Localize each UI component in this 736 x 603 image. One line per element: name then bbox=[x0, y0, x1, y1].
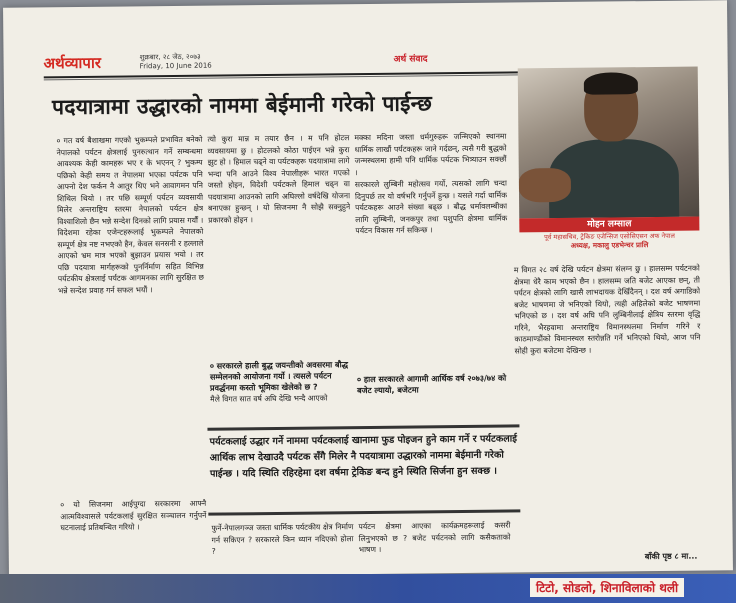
article-column-1-bottom: ० यो सिजनमा आईपुग्दा सरकारमा आफ्नै आत्मविश्वासले पर्यटकलाई सुरक्षित सञ्चालन गर्नुपर्ने घटनालाई प्रतिबन्धित गरियो । bbox=[60, 498, 207, 533]
interviewee-title-secondary: अध्यक्ष, मकालु एडभेन्चर प्रालि bbox=[570, 241, 649, 250]
continued-note: बाँकी पृष्ठ ८ मा... bbox=[644, 551, 698, 562]
section-title: अर्थ संवाद bbox=[393, 54, 428, 65]
date-nepali: शुक्रबार, २८ जेठ, २०७३ bbox=[139, 52, 201, 62]
article-column-2: त्यो कुरा मान्न म तयार छैन । म पनि होटल व्यवसायमा छु । होटलको कोठा पाईएन भन्ने कुरा झुट हो । हिमाल चढ्ने वा पर्यटकहरू पदयात्रामा लागे भन्दा पनि आउने विश्व नेपालीहरू भारत गएको जस्तो होइन, विदेशी पर्यटकले हिमाल चढ्न वा पदयात्रामा आउनको लागि अघिल्लो वर्षदेखि योजना बनाएका हुन्छन् । यो सिजनमा नै सोझै सक्नुहुने प्रकारको होइन । bbox=[207, 133, 351, 225]
pull-quote: पर्यटकलाई उद्धार गर्ने नाममा पर्यटकलाई खानामा फुड पोइजन हुने काम गर्ने र पर्यटकलाई आर्थिक लाभ देखाउदै पर्यटक सँगै मिलेर नै पदयात्रामा उद्धारको नाममा बेईमानी गरेको पाईन्छ । यदि स्थिति रहिरहेमा दश वर्षमा ट्रेकिङ बन्द हुने स्थिति सिर्जना हुन सक्छ । bbox=[207, 424, 520, 515]
article-column-2-bottom: फुर्ने-नेपालगञ्ज जस्ता धार्मिक पर्यटकीय क्षेत्र निर्माण गर्न सकिएन ? सरकारले किन ध्यान नदिएको होला ? bbox=[211, 522, 354, 556]
article-column-1: ० गत वर्ष बैशाखमा गएको भुकम्पले प्रभावित बनेको नेपालको पर्यटन क्षेत्रलाई पुनरुत्थान गर्ने सम्बन्धमा आवश्यक केही कामहरू भए र के भएनन् ? भुकम्प पछिको केही समय त नेपालमा भएका पर्यटक पनि आफ्नो देश फर्कन नै आतुर थिए भने आवागमन पनि शिथिल थियो । तर पछि सम्पूर्ण पर्यटन व्यवसायी मिलेर अन्तराष्ट्रिय स्तरमा नेपालको पर्यटन क्षेत्र विश्वाशिलो छैन भन्ने सन्देश दिनको लागि प्रयास गर्यौं । विदेशमा रहेका एजेन्टहरूलाई भुकम्पले नेपालको सम्पूर्ण क्षेत्र नष्ट नभएको हैन, केवल सनसनी र हल्लाले आएको भ्रम मात्र भएको बुझाउन प्रयास भयो । तर पछि पदयात्रा मार्गहरूको पुनर्निर्माण सहित विभिन्न पर्यटकीय क्षेत्रलाई पर्यटक आगमनका लागि सुरक्षित छ भन्ने सन्देश प्रवाह गर्न सफल भयौं । bbox=[56, 134, 204, 295]
interviewee-name: मोहन लम्साल bbox=[519, 217, 699, 233]
article-column-4: म विगत २८ वर्ष देखि पर्यटन क्षेत्रमा संलग्न छु । हालसम्म पर्यटनको क्षेत्रमा धेरै काम भएको छैन । हालसम्म जति बजेट आएका छन्, ती पर्यटन क्षेत्रको लागि खासै लाभदायक देखिँदैनन् । दश वर्ष अगाडिको बजेट भाषणमा जे भनिएको थियो, त्यही अहिलेको बजेट भाषणमा भनिएको छ । दश वर्ष अघि पनि लुम्बिनीलाई क्षेत्रिय स्तरमा वृद्धि गरिने, भैरहवामा अन्तराष्ट्रिय विमानस्थलमा निर्माण गरिने र काठमाण्डौंको विमानस्थल स्तरोन्नति गर्ने भनिएको थियो, आज पनि सोही कुरा बजेटमा देखिन्छ । bbox=[513, 263, 701, 355]
interviewee-title: पूर्व महासचिव, ट्रेकिङ एजेन्सिज एसोसिएसन अफ नेपाल bbox=[544, 231, 675, 242]
footer-ad: टिटो, सोडलो, शिनाविलाको थली bbox=[530, 578, 684, 597]
interviewee-photo bbox=[518, 67, 700, 219]
article-column-3-bottom: पर्यटन क्षेत्रमा आएका कार्यक्रमहरूलाई कसरी लिनुभएको छ ? बजेट पर्यटनको लागि कसैकताको भाषण । bbox=[358, 520, 511, 555]
headline: पदयात्रामा उद्धारको नाममा बेईमानी गरेको पाईन्छ bbox=[51, 91, 433, 120]
question-2: ० हाल सरकारले आगामी आर्थिक वर्ष २०७३/७४ को बजेट ल्यायो, बजेटमा bbox=[356, 373, 507, 396]
question-1: ० सरकारले हाली बुद्ध जयन्तीको अवसरमा बौद्ध सम्मेलनको आयोजना गर्यो । त्यसले पर्यटन प्रवर्द्धनमा कस्तो भूमिका खेलेको छ ? bbox=[209, 360, 349, 393]
article-column-3: सरकारले लुम्बिनी महोत्सव गर्यो, त्यसको लागि चन्दा दिनुपर्छ तर यो वर्षभरि गर्नुपर्ने हुन्छ । यसले गर्दा धार्मिक पर्यटकहरू आउने संख्या बढ्छ । बौद्ध धर्मावलम्बीका लागि लुम्बिनी, जनकपुर तथा पशुपति क्षेत्रमा धार्मिक पर्यटन विकास गर्न सकिन्छ । bbox=[354, 178, 508, 236]
issue-date bbox=[140, 53, 212, 72]
newspaper-page bbox=[3, 0, 733, 578]
answer-1: मैले विगत सात वर्ष अघि देखि भन्दै आएको bbox=[210, 393, 328, 404]
photo-figure-hair bbox=[584, 72, 638, 95]
bottom-strip bbox=[0, 574, 736, 603]
date-english: Friday, 10 June 2016 bbox=[139, 61, 212, 71]
brand-logo: अर्थव्यापार bbox=[43, 53, 102, 73]
photo-figure-hand bbox=[519, 168, 571, 203]
article-column-3-top: मक्का मदिना जस्ता धर्मगुरुहरू जन्मिएको स्थानमा धार्मिक लाखौं पर्यटकहरू जाने गर्दछन्, त्यसै गरी बुद्धको जन्मस्थलमा हामी पनि धार्मिक पर्यटक भित्र्याउन सक्छौं । bbox=[354, 131, 507, 177]
